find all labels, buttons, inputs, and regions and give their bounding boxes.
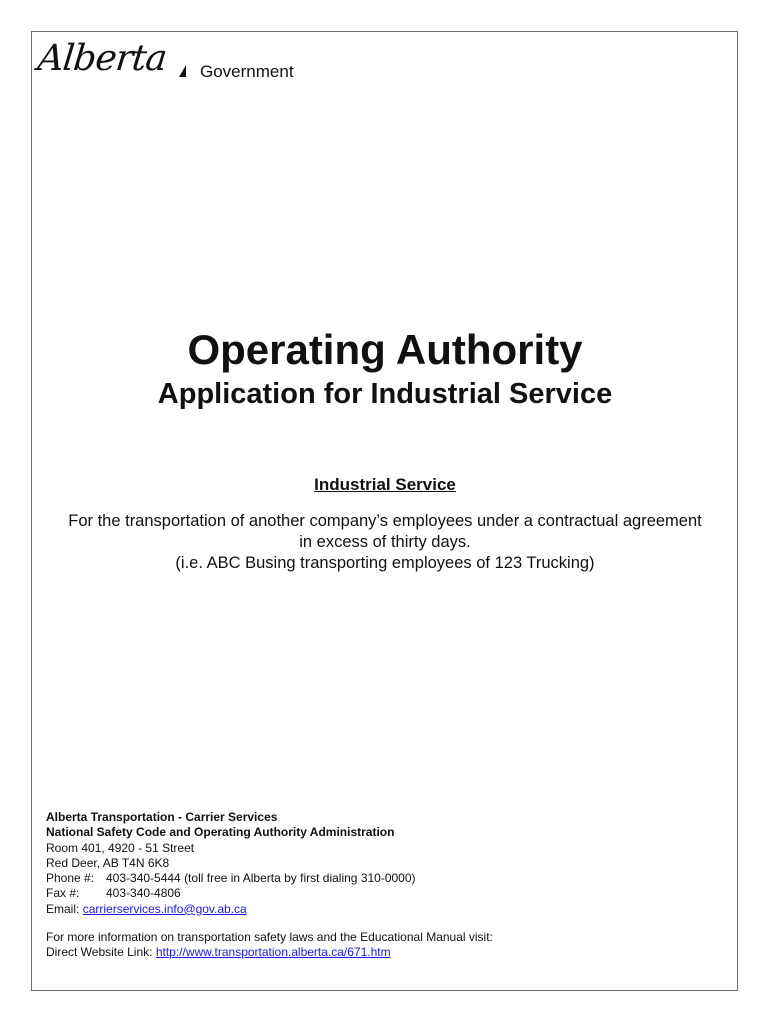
contact-organization: Alberta Transportation - Carrier Services <box>46 810 278 824</box>
section-heading: Industrial Service <box>314 475 456 494</box>
website-link-label: Direct Website Link: <box>46 945 153 960</box>
contact-block <box>46 810 416 917</box>
service-description <box>30 511 740 574</box>
phone-value: 403-340-5444 (toll free in Alberta by first dialing 310-0000) <box>106 871 416 886</box>
website-link[interactable]: http://www.transportation.alberta.ca/671.htm <box>155 945 391 960</box>
fax-value: 403-340-4806 <box>106 886 181 901</box>
alberta-government-logo <box>35 38 308 88</box>
description-line: in excess of thirty days. <box>299 533 471 551</box>
website-line <box>46 945 493 960</box>
alberta-wordmark: Alberta <box>35 38 169 79</box>
contact-department: National Safety Code and Operating Authority Administration <box>46 825 395 840</box>
contact-phone <box>46 871 416 886</box>
email-label: Email: <box>46 901 80 916</box>
fax-label: Fax #: <box>46 886 80 901</box>
logo-flag-icon <box>179 65 186 77</box>
description-line: For the transportation of another company’s employees under a contractual agreement <box>68 512 702 530</box>
contact-address-line2: Red Deer, AB T4N 6K8 <box>46 855 170 870</box>
more-info-text: For more information on transportation safety laws and the Educational Manual visit: <box>46 930 493 944</box>
contact-email <box>46 902 416 917</box>
contact-fax <box>46 886 416 901</box>
page-title: Operating Authority <box>187 326 583 373</box>
more-info-block <box>46 930 493 961</box>
contact-address-line1: Room 401, 4920 - 51 Street <box>46 840 195 855</box>
email-link[interactable]: carrierservices.info@gov.ab.ca <box>82 901 247 916</box>
logo-government-text: Government <box>200 62 294 81</box>
page-subtitle: Application for Industrial Service <box>157 378 613 410</box>
phone-label: Phone #: <box>46 871 95 886</box>
description-line: (i.e. ABC Busing transporting employees of 123 Trucking) <box>175 554 595 572</box>
